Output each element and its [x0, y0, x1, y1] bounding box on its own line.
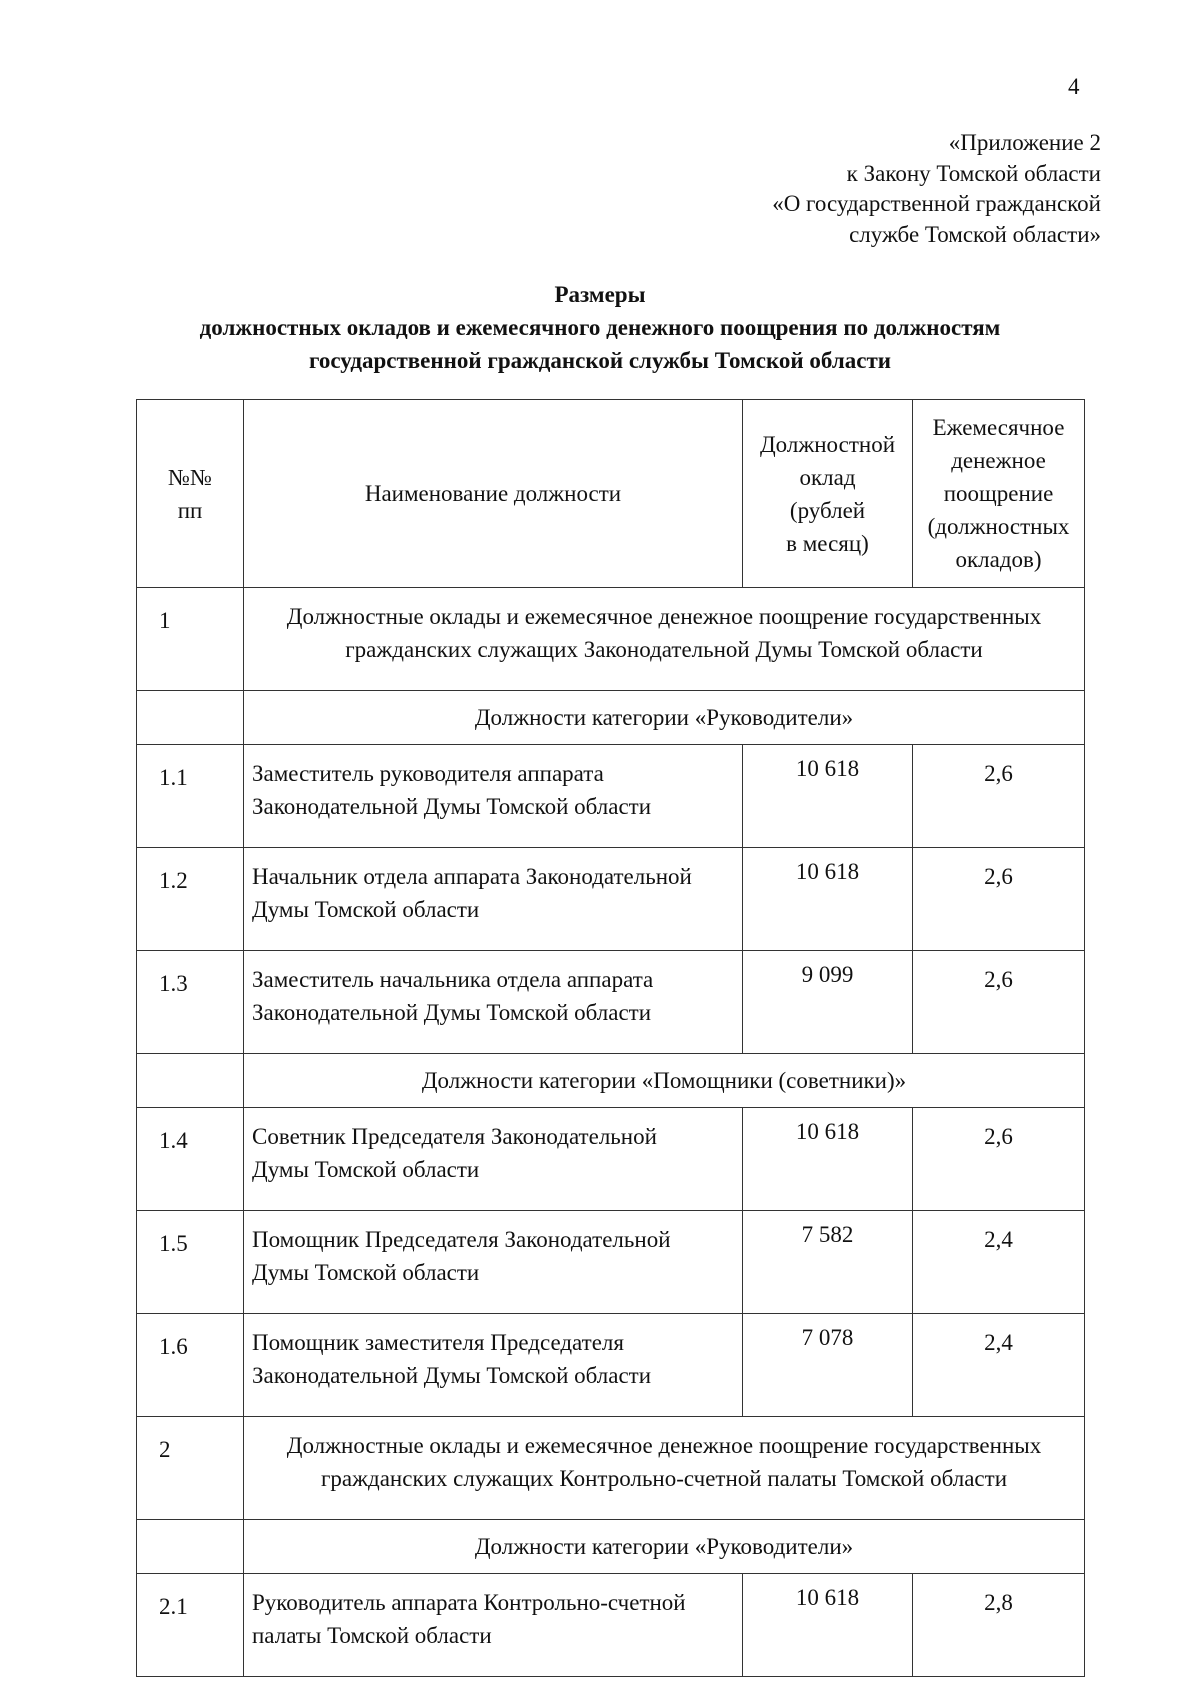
table-header-row: [137, 400, 1085, 588]
table-row: [137, 848, 1085, 951]
position-name: Руководитель аппарата Контрольно-счетной палаты Томской области: [244, 1574, 743, 1677]
table-category-row: [137, 691, 1085, 745]
section-title: Должностные оклады и ежемесячное денежное поощрение государственных гражданских служащих Контрольно-счетной палаты Томской области: [244, 1417, 1085, 1520]
header-bonus: Ежемесячное денежное поощрение (должностных окладов): [913, 400, 1085, 588]
salary-value: 9 099: [743, 951, 913, 1054]
table-category-row: [137, 1520, 1085, 1574]
category-title: Должности категории «Помощники (советники)»: [244, 1054, 1085, 1108]
row-number: 1.4: [137, 1108, 244, 1211]
salary-value: 7 582: [743, 1211, 913, 1314]
category-title: Должности категории «Руководители»: [244, 691, 1085, 745]
table-row: [137, 745, 1085, 848]
category-title: Должности категории «Руководители»: [244, 1520, 1085, 1574]
annex-line: «Приложение 2: [948, 130, 1101, 155]
salary-value: 10 618: [743, 1108, 913, 1211]
title-line: государственной гражданской службы Томской области: [308, 348, 892, 373]
bonus-value: 2,6: [913, 745, 1085, 848]
table-category-row: [137, 1054, 1085, 1108]
title-line: Размеры: [554, 282, 646, 307]
position-name: Помощник заместителя Председателя Законодательной Думы Томской области: [244, 1314, 743, 1417]
salary-value: 10 618: [743, 1574, 913, 1677]
salary-value: 10 618: [743, 745, 913, 848]
position-name: Заместитель начальника отдела аппарата Законодательной Думы Томской области: [244, 951, 743, 1054]
row-number: 1.6: [137, 1314, 244, 1417]
position-name: Помощник Председателя Законодательной Думы Томской области: [244, 1211, 743, 1314]
position-name: Заместитель руководителя аппарата Законодательной Думы Томской области: [244, 745, 743, 848]
position-name: Начальник отдела аппарата Законодательной Думы Томской области: [244, 848, 743, 951]
table-row: [137, 1211, 1085, 1314]
annex-reference: [601, 128, 1101, 250]
header-number: №№ пп: [137, 400, 244, 588]
salary-value: 7 078: [743, 1314, 913, 1417]
document-title: [100, 278, 1100, 377]
bonus-value: 2,8: [913, 1574, 1085, 1677]
row-number: 1.5: [137, 1211, 244, 1314]
row-number: 1.2: [137, 848, 244, 951]
annex-line: «О государственной гражданской: [772, 191, 1101, 216]
bonus-value: 2,4: [913, 1314, 1085, 1417]
position-name: Советник Председателя Законодательной Думы Томской области: [244, 1108, 743, 1211]
bonus-value: 2,6: [913, 951, 1085, 1054]
bonus-value: 2,4: [913, 1211, 1085, 1314]
row-number: [137, 1054, 244, 1108]
title-line: должностных окладов и ежемесячного денежного поощрения по должностям: [199, 315, 1001, 340]
table-row: [137, 1574, 1085, 1677]
table-row: [137, 1314, 1085, 1417]
header-salary: Должностной оклад (рублей в месяц): [743, 400, 913, 588]
table-row: [137, 1108, 1085, 1211]
annex-line: службе Томской области»: [849, 221, 1101, 247]
row-number: 1.3: [137, 951, 244, 1054]
table-section-row: [137, 588, 1085, 691]
header-position-name: Наименование должности: [244, 400, 743, 588]
salary-table: [136, 399, 1085, 1677]
row-number: 1.1: [137, 745, 244, 848]
annex-line: к Закону Томской области: [846, 160, 1101, 186]
row-number: [137, 691, 244, 745]
bonus-value: 2,6: [913, 848, 1085, 951]
page-number: 4: [1068, 74, 1080, 99]
salary-value: 10 618: [743, 848, 913, 951]
row-number: 1: [137, 588, 244, 691]
table-row: [137, 951, 1085, 1054]
row-number: 2: [137, 1417, 244, 1520]
row-number: 2.1: [137, 1574, 244, 1677]
section-title: Должностные оклады и ежемесячное денежное поощрение государственных гражданских служащих Законодательной Думы Томской области: [244, 588, 1085, 691]
table-section-row: [137, 1417, 1085, 1520]
bonus-value: 2,6: [913, 1108, 1085, 1211]
row-number: [137, 1520, 244, 1574]
